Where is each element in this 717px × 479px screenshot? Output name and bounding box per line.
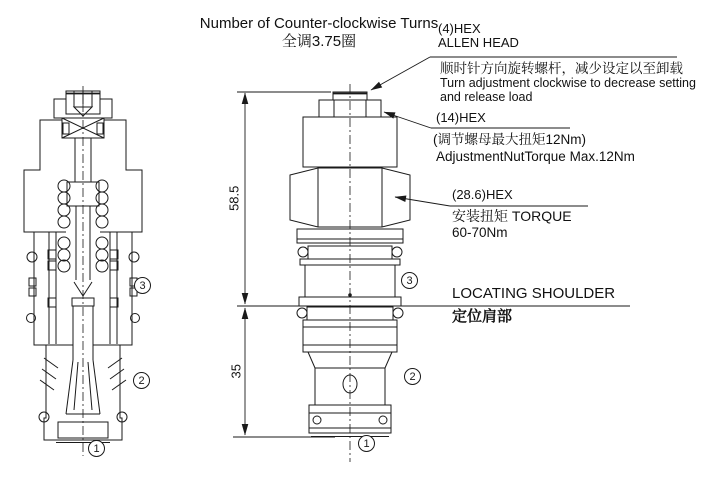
- installation-torque-label: 安装扭矩 TORQUE: [452, 208, 572, 224]
- sectional-view: [24, 86, 142, 456]
- drawing-title-zh: 全调3.75圈: [281, 33, 357, 50]
- external-port-1-label: 1: [358, 435, 375, 452]
- adjustment-nut-note-en: AdjustmentNutTorque Max.12Nm: [436, 149, 635, 164]
- external-port-3-label: 3: [401, 272, 418, 289]
- section-port-2-label: 2: [133, 372, 150, 389]
- external-port-2-label: 2: [404, 368, 421, 385]
- adjustment-nut-note-zh: (调节螺母最大扭矩12Nm): [433, 132, 587, 147]
- section-port-1-label: 1: [88, 440, 105, 457]
- dimension-label-58-5: 58.5: [226, 185, 242, 211]
- adjustment-nut-hex-size: (14)HEX: [436, 110, 486, 125]
- allen-head-hex-size: (4)HEX: [438, 21, 481, 36]
- locating-shoulder-label-zh: 定位肩部: [452, 308, 513, 325]
- installation-hex-size: (28.6)HEX: [452, 187, 513, 202]
- dimension-label-35: 35: [228, 364, 244, 379]
- allen-head-note-zh: 顺时针方向旋转螺杆，减少设定以至卸载: [440, 61, 683, 76]
- external-view: [290, 84, 410, 462]
- section-port-3-label: 3: [134, 277, 151, 294]
- drawing-title-en: Number of Counter-clockwise Turns: [199, 15, 439, 32]
- dimension-58-5: [237, 92, 331, 304]
- locating-shoulder-label-en: LOCATING SHOULDER: [452, 285, 616, 302]
- installation-torque-range: 60-70Nm: [452, 225, 508, 240]
- allen-head-note-en-1: Turn adjustment clockwise to decrease setting: [440, 76, 696, 90]
- allen-head-label: ALLEN HEAD: [438, 35, 519, 50]
- allen-head-note-en-2: and release load: [440, 90, 533, 104]
